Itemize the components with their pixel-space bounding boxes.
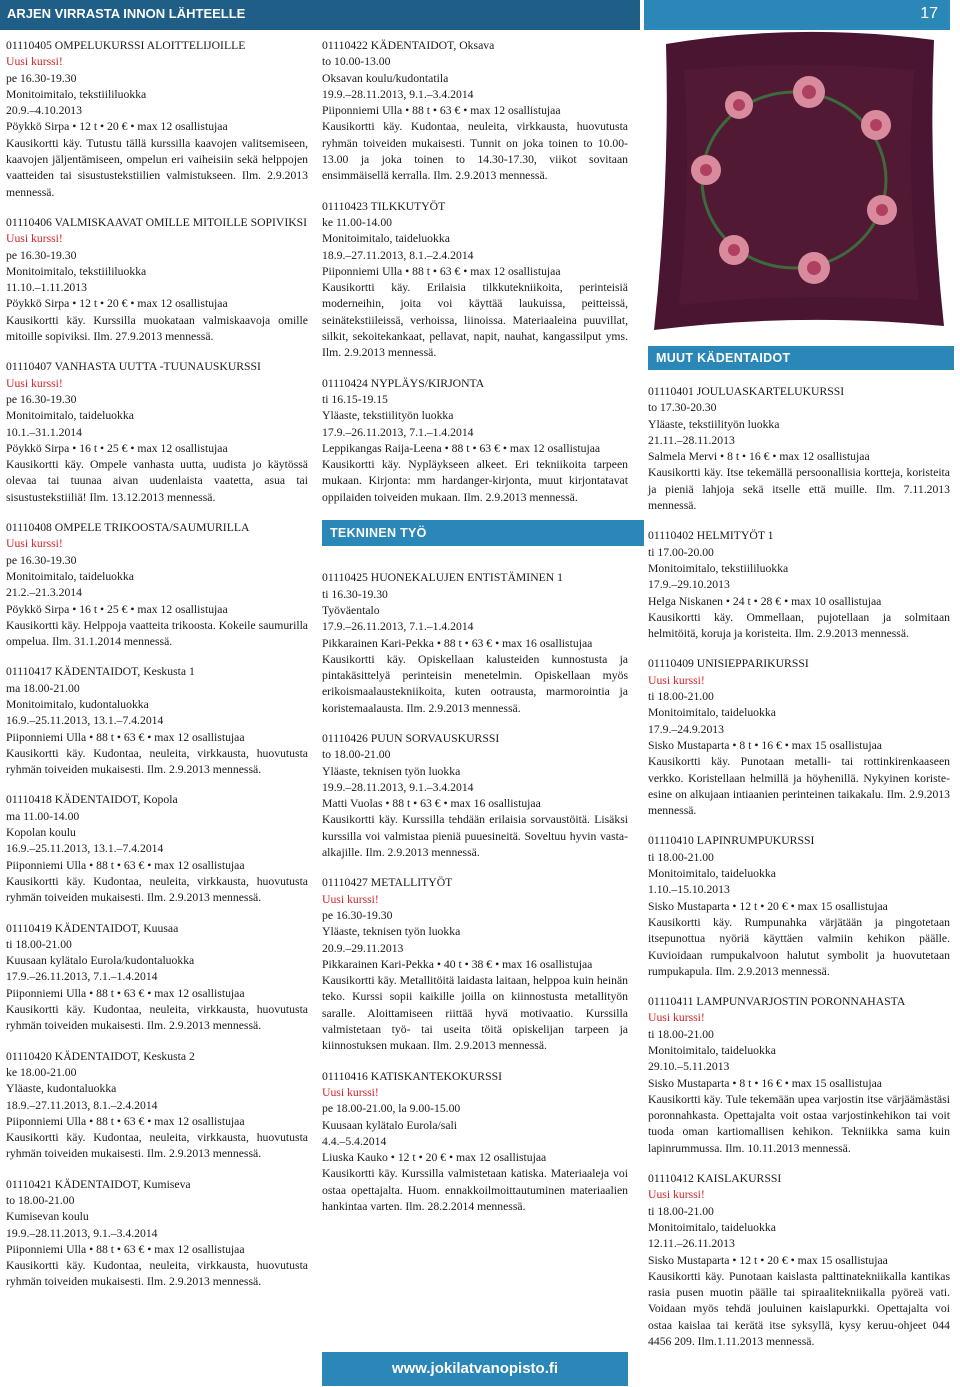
course-entry bbox=[322, 376, 628, 506]
header-bar bbox=[0, 0, 640, 30]
course-title: 01110408 OMPELE TRIKOOSTA/SAUMURILLA bbox=[6, 521, 250, 535]
course-description: Kausikortti käy. Kudontaa, neuleita, virkkausta, huovutusta ryhmän toiveiden mukaisesti. Ilm. 2.9.2013 mennessä. bbox=[6, 1003, 308, 1033]
course-description: Kausikortti käy. Metallitöitä laidasta laitaan, helppoa kuin heinän teko. Kurssi sopii kaikille joilla on kiinnostusta metallityön saralle. Aloittamiseen riittää hyvä motivaatio. Kurssilla valmistetaan työ- tai useita töitä opiskelijan tarpeen ja kiinnostuksen mukaan. Ilm. 2.9.2013 mennessä. bbox=[322, 974, 628, 1053]
course-entry bbox=[648, 994, 950, 1157]
course-title: 01110425 HUONEKALUJEN ENTISTÄMINEN 1 bbox=[322, 571, 563, 585]
course-dates: 19.9.–28.11.2013, 9.1.–3.4.2014 bbox=[6, 1226, 158, 1240]
course-teacher: Helga Niskanen • 24 t • 28 € • max 10 osallistujaa bbox=[648, 594, 882, 608]
course-title: 01110401 JOULUASKARTELUKURSSI bbox=[648, 385, 845, 398]
middle-bottom-list bbox=[322, 570, 628, 1215]
new-course-label: Uusi kurssi! bbox=[648, 1011, 705, 1025]
course-place: Yläaste, tekstiilityön luokka bbox=[648, 417, 780, 431]
course-description: Kausikortti käy. Kurssilla tehdään erilaisia sorvaustöitä. Lisäksi kurssilla voi valmistaa pieniä puuesineitä. Soveltuu hyvin vasta-alkajille. Ilm. 2.9.2013 mennessä. bbox=[322, 813, 628, 860]
new-course-label: Uusi kurssi! bbox=[6, 55, 63, 69]
course-time: ti 18.00-21.00 bbox=[648, 1204, 714, 1218]
course-time: pe 16.30-19.30 bbox=[322, 908, 393, 922]
course-title: 01110410 LAPINRUMPUKURSSI bbox=[648, 834, 815, 848]
course-place: Kuusaan kylätalo Eurola/sali bbox=[322, 1118, 458, 1132]
course-entry bbox=[322, 1069, 628, 1216]
course-teacher: Piiponniemi Ulla • 88 t • 63 € • max 12 osallistujaa bbox=[6, 1242, 245, 1256]
course-dates: 16.9.–25.11.2013, 13.1.–7.4.2014 bbox=[6, 842, 164, 856]
course-description: Kausikortti käy. Itse tekemällä persoonallisia kortteja, koristeita ja pieniä lahjoja sekä itselle että muille. Ilm. 7.11.2013 mennessä. bbox=[648, 466, 950, 513]
course-title: 01110406 VALMISKAAVAT OMILLE MITOILLE SOPIVIKSI bbox=[6, 215, 308, 229]
course-teacher: Pöykkö Sirpa • 12 t • 20 € • max 12 osallistujaa bbox=[6, 120, 228, 134]
course-time: ma 11.00-14.00 bbox=[6, 809, 80, 823]
course-place: Yläaste, tekstiilityön luokka bbox=[322, 409, 454, 423]
course-dates: 21.11.–28.11.2013 bbox=[648, 433, 735, 447]
course-place: Monitoimitalo, tekstiililuokka bbox=[648, 561, 789, 575]
course-title: 01110423 TILKKUTYÖT bbox=[322, 199, 446, 213]
course-time: to 10.00-13.00 bbox=[322, 55, 391, 69]
course-place: Yläaste, teknisen työn luokka bbox=[322, 764, 461, 778]
course-time: ma 18.00-21.00 bbox=[6, 681, 80, 695]
course-place: Monitoimitalo, taideluokka bbox=[648, 1220, 776, 1234]
course-teacher: Leppikangas Raija-Leena • 88 t • 63 € • max 12 osallistujaa bbox=[322, 441, 601, 455]
course-time: ti 16.30-19.30 bbox=[322, 587, 388, 601]
course-teacher: Piiponniemi Ulla • 88 t • 63 € • max 12 osallistujaa bbox=[6, 730, 245, 744]
course-teacher: Pikkarainen Kari-Pekka • 88 t • 63 € • max 16 osallistujaa bbox=[322, 636, 593, 650]
course-dates: 17.9.–26.11.2013, 7.1.–1.4.2014 bbox=[322, 620, 474, 634]
course-title: 01110420 KÄDENTAIDOT, Keskusta 2 bbox=[6, 1049, 195, 1063]
course-teacher: Sisko Mustaparta • 8 t • 16 € • max 15 osallistujaa bbox=[648, 738, 882, 752]
course-title: 01110419 KÄDENTAIDOT, Kuusaa bbox=[6, 921, 179, 935]
course-dates: 20.9.–4.10.2013 bbox=[6, 104, 82, 118]
course-place: Kopolan koulu bbox=[6, 826, 76, 840]
course-time: ke 11.00-14.00 bbox=[322, 215, 393, 229]
course-description: Kausikortti käy. Kudontaa, neuleita, virkkausta, huovutusta ryhmän toiveiden mukaisesti. Tunnit on joka toinen to 10.00-13.00 ja joka toinen to 14.30-17.30, viikot sovitaan ensimmäisellä kerralla. Ilm. 2.9.2013 mennessä. bbox=[322, 120, 628, 183]
course-teacher: Pikkarainen Kari-Pekka • 40 t • 38 € • max 16 osallistujaa bbox=[322, 957, 593, 971]
course-title: 01110416 KATISKANTEKOKURSSI bbox=[322, 1069, 502, 1083]
course-dates: 12.11.–26.11.2013 bbox=[648, 1237, 735, 1251]
course-title: 01110407 VANHASTA UUTTA -TUUNAUSKURSSI bbox=[6, 360, 261, 374]
course-title: 01110426 PUUN SORVAUSKURSSI bbox=[322, 731, 500, 745]
course-dates: 20.9.–29.11.2013 bbox=[322, 941, 404, 955]
new-course-label: Uusi kurssi! bbox=[648, 673, 705, 687]
embroidered-pillow-image bbox=[644, 30, 950, 336]
course-dates: 16.9.–25.11.2013, 13.1.–7.4.2014 bbox=[6, 714, 164, 728]
course-time: ti 17.00-20.00 bbox=[648, 545, 714, 559]
course-dates: 17.9.–26.11.2013, 7.1.–1.4.2014 bbox=[322, 425, 474, 439]
new-course-label: Uusi kurssi! bbox=[322, 1085, 379, 1099]
course-place: Yläaste, kudontaluokka bbox=[6, 1082, 117, 1096]
new-course-label: Uusi kurssi! bbox=[6, 537, 63, 551]
course-place: Monitoimitalo, taideluokka bbox=[648, 1043, 776, 1057]
course-teacher: Piiponniemi Ulla • 88 t • 63 € • max 12 osallistujaa bbox=[322, 104, 561, 118]
course-time: ti 18.00-21.00 bbox=[648, 850, 714, 864]
pillow-illustration bbox=[644, 30, 950, 336]
course-time: pe 16.30-19.30 bbox=[6, 248, 77, 262]
course-time: pe 18.00-21.00, la 9.00-15.00 bbox=[322, 1102, 461, 1116]
course-title: 01110424 NYPLÄYS/KIRJONTA bbox=[322, 376, 485, 390]
course-description: Kausikortti käy. Ompele vanhasta uutta, uudista jo käytössä olevaa tai tuunaa aivan uudenlaista vaatetta, asua tai sisustustekstiiliä! Ilm. 13.12.2013 mennessä. bbox=[6, 458, 308, 504]
course-time: to 18.00-21.00 bbox=[6, 1194, 75, 1207]
new-course-label: Uusi kurssi! bbox=[648, 1188, 705, 1202]
course-description: Kausikortti käy. Ommellaan, pujotellaan ja solmitaan helmitöitä, koruja ja koristeita. Ilm. 2.9.2013 mennessä. bbox=[648, 610, 950, 641]
course-title: 01110421 KÄDENTAIDOT, Kumiseva bbox=[6, 1177, 191, 1191]
left-column bbox=[6, 38, 308, 1305]
course-dates: 1.10.–15.10.2013 bbox=[648, 883, 730, 897]
course-teacher: Pöykkö Sirpa • 12 t • 20 € • max 12 osallistujaa bbox=[6, 297, 228, 311]
section-muut-kadentaidot: MUUT KÄDENTAIDOT bbox=[648, 346, 954, 370]
course-dates: 19.9.–28.11.2013, 9.1.–3.4.2014 bbox=[322, 780, 474, 794]
course-place: Monitoimitalo, taideluokka bbox=[322, 232, 450, 246]
course-entry bbox=[6, 1049, 308, 1163]
course-title: 01110411 LAMPUNVARJOSTIN PORONNAHASTA bbox=[648, 995, 906, 1009]
course-title: 01110405 OMPELUKURSSI ALOITTELIJOILLE bbox=[6, 39, 246, 52]
course-teacher: Pöykkö Sirpa • 16 t • 25 € • max 12 osallistujaa bbox=[6, 441, 228, 455]
new-course-label: Uusi kurssi! bbox=[6, 232, 63, 246]
new-course-label: Uusi kurssi! bbox=[322, 892, 379, 906]
course-dates: 11.10.–1.11.2013 bbox=[6, 281, 87, 295]
website-url[interactable]: www.jokilatvanopisto.fi bbox=[322, 1352, 628, 1386]
course-entry bbox=[322, 570, 628, 717]
course-teacher: Sisko Mustaparta • 12 t • 20 € • max 15 osallistujaa bbox=[648, 899, 888, 913]
course-place: Kuusaan kylätalo Eurola/kudontaluokka bbox=[6, 954, 195, 968]
course-teacher: Sisko Mustaparta • 8 t • 16 € • max 15 osallistujaa bbox=[648, 1076, 882, 1090]
course-place: Monitoimitalo, taideluokka bbox=[6, 409, 134, 423]
course-dates: 21.2.–21.3.2014 bbox=[6, 586, 82, 600]
course-time: ti 16.15-19.15 bbox=[322, 392, 388, 406]
course-title: 01110417 KÄDENTAIDOT, Keskusta 1 bbox=[6, 665, 195, 679]
course-entry bbox=[6, 664, 308, 778]
course-teacher: Piiponniemi Ulla • 88 t • 63 € • max 12 osallistujaa bbox=[6, 1114, 245, 1128]
page-number: 17 bbox=[920, 5, 938, 22]
course-dates: 17.9.–29.10.2013 bbox=[648, 578, 730, 592]
header-title: ARJEN VIRRASTA INNON LÄHTEELLE bbox=[7, 6, 246, 21]
course-place: Kumisevan koulu bbox=[6, 1210, 89, 1224]
course-description: Kausikortti käy. Opiskellaan kalusteiden kunnostusta ja pintakäsittelyä perinteisin menetelmin. Opiskellaan myös erikoismaalaustekniikoita, kuten ootrausta, marmorointia ja koristemaalausta. Ilm. 2.9.2013 mennessä. bbox=[322, 652, 628, 715]
course-description: Kausikortti käy. Tule tekemään upea varjostin itse värjäämästäsi poronnahkasta. Opettajalta voit ostaa varjostinkehikon tai voit tuoda oman kartiomallisen kehikon. Tekniikka sama kuin lapinrummussa. Ilm. 10.11.2013 mennessä. bbox=[648, 1092, 950, 1155]
course-dates: 4.4.–5.4.2014 bbox=[322, 1134, 387, 1148]
course-entry bbox=[322, 731, 628, 861]
course-time: ti 18.00-21.00 bbox=[648, 1027, 714, 1041]
course-dates: 18.9.–27.11.2013, 8.1.–2.4.2014 bbox=[6, 1098, 158, 1112]
course-entry bbox=[648, 528, 950, 642]
course-description: Kausikortti käy. Rumpunahka värjätään ja pingotetaan itsepunottua nyöriä käyttäen valmiin kehikon päälle. Kuvioidaan rumpukalvoon halutut symbolit ja huovutetaan rumpukapula. Ilm. 2.9.2013 mennessä. bbox=[648, 915, 950, 978]
course-teacher: Salmela Mervi • 8 t • 16 € • max 12 osallistujaa bbox=[648, 450, 870, 464]
course-description: Kausikortti käy. Kudontaa, neuleita, virkkausta, huovutusta ryhmän toiveiden mukaisesti. Ilm. 2.9.2013 mennessä. bbox=[6, 874, 308, 905]
course-entry bbox=[6, 520, 308, 650]
course-time: to 17.30-20.30 bbox=[648, 401, 717, 415]
course-time: ti 18.00-21.00 bbox=[648, 690, 714, 704]
course-teacher: Sisko Mustaparta • 12 t • 20 € • max 15 osallistujaa bbox=[648, 1253, 888, 1267]
course-description: Kausikortti käy. Kudontaa, neuleita, virkkausta, huovutusta ryhmän toiveiden mukaisesti. Ilm. 2.9.2013 mennessä. bbox=[6, 746, 308, 777]
course-time: ti 18.00-21.00 bbox=[6, 937, 72, 951]
course-description: Kausikortti käy. Kurssilla muokataan valmiskaavoja omille mitoille sopiviksi. Ilm. 27.9.2013 mennessä. bbox=[6, 313, 308, 344]
course-dates: 10.1.–31.1.2014 bbox=[6, 425, 82, 439]
course-dates: 18.9.–27.11.2013, 8.1.–2.4.2014 bbox=[322, 248, 474, 262]
course-entry bbox=[6, 1177, 308, 1291]
course-time: pe 16.30-19.30 bbox=[6, 71, 77, 85]
course-description: Kausikortti käy. Kurssilla valmistetaan katiska. Materiaaleja voi ostaa opettajalta. Huom. ennakkoilmoittautuminen materiaalien hankintaa varten. Ilm. 28.2.2014 mennessä. bbox=[322, 1167, 628, 1213]
course-entry bbox=[322, 875, 628, 1054]
right-column bbox=[648, 384, 950, 1364]
course-time: pe 16.30-19.30 bbox=[6, 392, 77, 406]
section-tekninen-tyo: TEKNINEN TYÖ bbox=[322, 520, 644, 546]
course-description: Kausikortti käy. Helppoja vaatteita trikoosta. Kokeile saumurilla ompelua. Ilm. 31.1.2014 mennessä. bbox=[6, 618, 308, 649]
course-entry bbox=[6, 38, 308, 201]
course-place: Työväentalo bbox=[322, 603, 380, 617]
course-entry bbox=[322, 38, 628, 185]
course-description: Kausikortti käy. Tutustu tällä kurssilla kaavojen valitsemiseen, kaavojen jäljentämiseen, ompelun eri vaiheisiin sekä helppojen vaatteiden tai sisustustekstiilien valmistukseen. Ilm. 2.9.2013 mennessä. bbox=[6, 136, 308, 199]
course-entry bbox=[6, 792, 308, 906]
course-entry bbox=[6, 359, 308, 506]
course-title: 01110412 KAISLAKURSSI bbox=[648, 1172, 782, 1186]
course-place: Monitoimitalo, kudontaluokka bbox=[6, 697, 149, 711]
course-place: Monitoimitalo, taideluokka bbox=[648, 706, 776, 720]
course-description: Kausikortti käy. Punotaan metalli- tai rottinkirenkaaseen verkko. Koristellaan helmillä ja höyhenillä. Nykyinen koriste-esine on alkujaan intiaanien perinteinen taikakalu. Ilm. 2.9.2013 mennessä. bbox=[648, 755, 950, 818]
course-teacher: Pöykkö Sirpa • 16 t • 25 € • max 12 osallistujaa bbox=[6, 602, 228, 616]
course-teacher: Matti Vuolas • 88 t • 63 € • max 16 osallistujaa bbox=[322, 797, 541, 811]
course-title: 01110418 KÄDENTAIDOT, Kopola bbox=[6, 793, 178, 807]
course-title: 01110427 METALLITYÖT bbox=[322, 876, 453, 890]
course-time: pe 16.30-19.30 bbox=[6, 553, 77, 567]
course-entry bbox=[6, 921, 308, 1035]
course-teacher: Piiponniemi Ulla • 88 t • 63 € • max 12 osallistujaa bbox=[6, 986, 245, 1000]
course-entry bbox=[648, 833, 950, 980]
course-description: Kausikortti käy. Nypläykseen alkeet. Eri tekniikoita tarpeen mukaan. Kirjonta: mm hardanger-kirjonta, muut kirjontatavat oppilaiden toiveiden mukaan. Ilm. 2.9.2013 mennessä. bbox=[322, 458, 628, 504]
middle-top-list bbox=[322, 38, 628, 506]
course-description: Kausikortti käy. Kudontaa, neuleita, virkkausta, huovutusta ryhmän toiveiden mukaisesti. Ilm. 2.9.2013 mennessä. bbox=[6, 1131, 308, 1161]
course-teacher: Liuska Kauko • 12 t • 20 € • max 12 osallistujaa bbox=[322, 1151, 547, 1165]
course-title: 01110422 KÄDENTAIDOT, Oksava bbox=[322, 39, 495, 52]
middle-column bbox=[322, 38, 628, 1229]
course-entry bbox=[648, 384, 950, 514]
course-title: 01110402 HELMITYÖT 1 bbox=[648, 529, 774, 543]
course-place: Oksavan koulu/kudontatila bbox=[322, 71, 449, 85]
page-number-bar bbox=[644, 0, 950, 30]
course-place: Monitoimitalo, taideluokka bbox=[6, 569, 134, 583]
course-dates: 17.9.–24.9.2013 bbox=[648, 722, 724, 736]
course-place: Yläaste, teknisen työn luokka bbox=[322, 925, 461, 939]
new-course-label: Uusi kurssi! bbox=[6, 376, 63, 390]
course-time: ke 18.00-21.00 bbox=[6, 1065, 77, 1079]
course-entry bbox=[6, 215, 308, 345]
course-entry bbox=[648, 1171, 950, 1350]
course-dates: 17.9.–26.11.2013, 7.1.–1.4.2014 bbox=[6, 970, 158, 984]
course-dates: 29.10.–5.11.2013 bbox=[648, 1060, 730, 1074]
course-teacher: Piiponniemi Ulla • 88 t • 63 € • max 12 osallistujaa bbox=[6, 858, 245, 872]
course-time: to 18.00-21.00 bbox=[322, 748, 391, 762]
course-place: Monitoimitalo, tekstiililuokka bbox=[6, 264, 147, 278]
course-title: 01110409 UNISIEPPARIKURSSI bbox=[648, 657, 809, 671]
course-entry bbox=[648, 656, 950, 819]
course-dates: 19.9.–28.11.2013, 9.1.–3.4.2014 bbox=[322, 87, 474, 101]
course-place: Monitoimitalo, taideluokka bbox=[648, 867, 776, 881]
course-teacher: Piiponniemi Ulla • 88 t • 63 € • max 12 osallistujaa bbox=[322, 264, 561, 278]
course-description: Kausikortti käy. Kudontaa, neuleita, virkkausta, huovutusta ryhmän toiveiden mukaisesti. Ilm. 2.9.2013 mennessä. bbox=[6, 1259, 308, 1289]
course-description: Kausikortti käy. Erilaisia tilkkutekniikoita, perinteisiä moderneihin, joita voi käyttää laukuissa, peitteissä, seinätekstiileissä, verhoissa, liinoissa. Materiaaleina puuvillat, silkit, sekoitekankaat, pellavat, napit, nauhat, kangassilput yms. Ilm. 2.9.2013 mennessä. bbox=[322, 281, 628, 360]
course-description: Kausikortti käy. Punotaan kaislasta palttinatekniikalla kantikas rasia pusen muotin päälle tai spiraalitekniikalla pyöreä vati. Voidaan myös tehdä jouluinen kaislapurkki. Opettajalta voi ostaa kaislaa tai kerätä itse syksyllä, kysy keruu-ohjeet 044 4456 209. Ilm.1.11.2013 mennessä. bbox=[648, 1269, 950, 1349]
course-entry bbox=[322, 199, 628, 362]
course-place: Monitoimitalo, tekstiililuokka bbox=[6, 87, 147, 101]
